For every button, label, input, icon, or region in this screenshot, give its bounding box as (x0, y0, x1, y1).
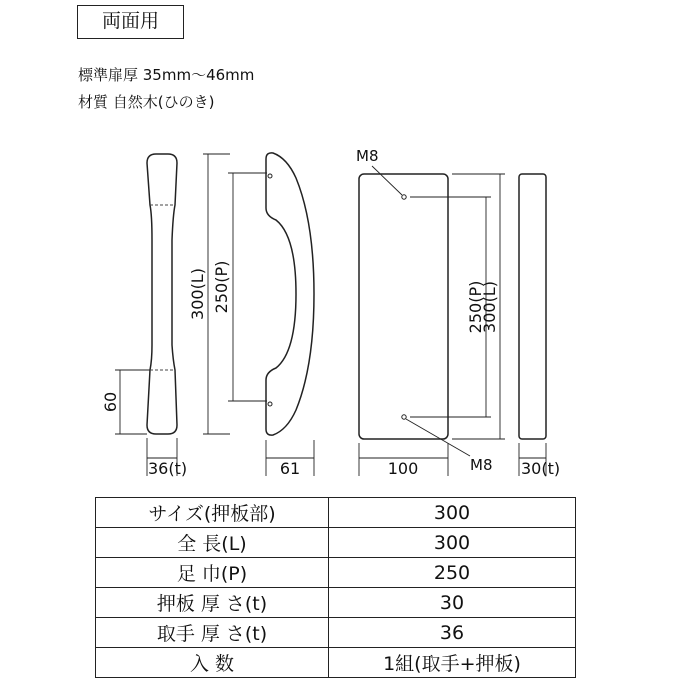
spec-label: サイズ(押板部) (96, 498, 329, 528)
table-row (96, 528, 576, 558)
m8-label-bottom: M8 (470, 456, 493, 474)
dim-label-36t: 36(t) (148, 459, 188, 478)
dim-label-60: 60 (101, 391, 120, 413)
dim-label-30t: 30(t) (521, 459, 561, 478)
dim-label-250P-plate: 250(P) (466, 280, 485, 334)
plate-side-view (519, 174, 546, 439)
plate-hole-bottom (402, 415, 406, 419)
plate-front-view (359, 174, 448, 439)
table-row (96, 588, 576, 618)
usage-tag: 両面用 (77, 5, 184, 39)
spec-value: 250 (329, 558, 576, 588)
handle-screw-hole-bottom (268, 402, 272, 406)
plate-hole-top (402, 195, 406, 199)
spec-value: 1組(取手+押板) (329, 648, 576, 678)
spec-label: 取手 厚 さ(t) (96, 618, 329, 648)
material-spec: 材質 自然木(ひのき) (78, 93, 215, 111)
table-row (96, 618, 576, 648)
m8-bottom-leader (406, 419, 470, 456)
door-thickness-spec: 標準扉厚 35mm～46mm (78, 66, 255, 84)
m8-top-leader (372, 166, 402, 195)
dim-label-300L-plate: 300(L) (480, 281, 499, 333)
spec-value: 36 (329, 618, 576, 648)
handle-screw-hole-top (268, 174, 272, 178)
handle-side-view (147, 154, 177, 434)
table-row (96, 498, 576, 528)
spec-label: 押板 厚 さ(t) (96, 588, 329, 618)
spec-value: 300 (329, 528, 576, 558)
table-row (96, 558, 576, 588)
m8-label-top: M8 (356, 147, 379, 165)
spec-label: 入 数 (96, 648, 329, 678)
dim-label-300L-handle: 300(L) (188, 268, 207, 320)
dim-label-100: 100 (387, 459, 419, 478)
dim-label-61: 61 (279, 459, 301, 478)
table-row (96, 648, 576, 678)
spec-value: 30 (329, 588, 576, 618)
spec-table (95, 497, 576, 678)
spec-label: 足 巾(P) (96, 558, 329, 588)
spec-value: 300 (329, 498, 576, 528)
dim-label-250P-handle: 250(P) (212, 260, 231, 314)
handle-front-view (266, 153, 314, 435)
spec-label: 全 長(L) (96, 528, 329, 558)
